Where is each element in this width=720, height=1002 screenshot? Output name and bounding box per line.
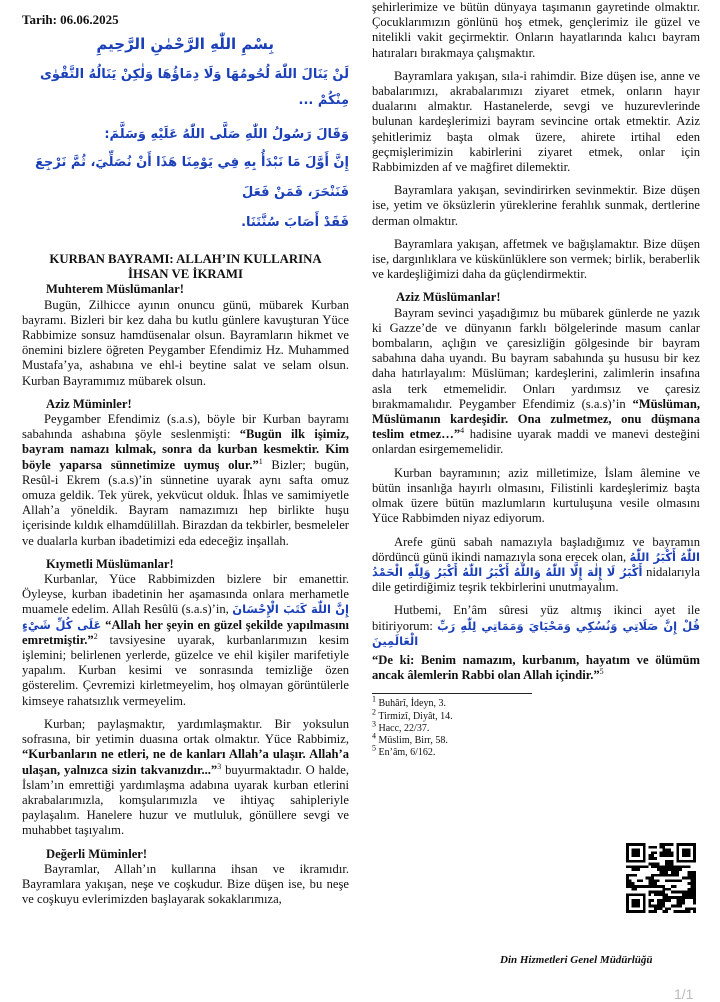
qr-code-icon [626,843,696,913]
right-column [372,0,700,759]
footnote-1 [372,695,700,710]
paragraph-8: Bayramlara yakışan, sevindirirken sevinmektir. Bize düşen ise, yetim ve öksüzlerin yüreklerine ferahlık sunmak, dertlerine derman olmaktır. [372,183,700,228]
footnote-num-5: 5 [372,743,376,753]
heading-kiymetli: Kıymetli Müslümanlar! [46,556,174,571]
paragraph-2 [22,412,349,549]
title-line-2: İHSAN VE İKRAMI [128,267,243,282]
footnote-ref-5: 5 [599,666,604,676]
heading-muhterem: Muhterem Müslümanlar! [46,282,184,297]
hadith-quote-1: “Bugün ilk işimiz, bayram namazı kılmak, sonra da kurban kesmektir. Kim böyle yaparsa sünnetimize uymuş olur.” [22,427,349,472]
inline-arabic-verse: قُلْ إِنَّ صَلَاتِي وَنُسُكِي وَمَحْيَايَ وَمَمَاتِي لِلّٰهِ رَبِّ الْعَالَمِينَ [372,618,700,648]
paragraph-9: Bayramlara yakışan, affetmek ve bağışlamaktır. Bize düşen ise, dargınlıklara ve küskünlüklere son vermek; birlik, beraberlik ve kardeşliğimizi daha da güçlendirmektir. [372,236,700,282]
paragraph-3-text-c: tavsiyesine uyarak, kurbanlarımızın kesim işlemini; belirlenen yerlerde, güzelce ve ehil kişiler marifetiyle yapalım. Kurban kesimi ve sonrasında temizliğe özen gösterelim. Çevremizi kirletmeyelim, hoş olmayan görüntülerle kimseye rahatsızlık vermeyelim. [22,632,349,708]
heading-degerli: Değerli Müminler! [46,846,148,861]
paragraph-10-text-c: hadisine uyarak maddi ve manevi desteğini onlardan esirgememelidir. [372,427,700,457]
quran-verse: لَنْ يَنَالَ اللّٰهَ لُحُومُهَا وَلَا دِمَاؤُهَا وَلٰكِنْ يَنَالُهُ التَّقْوٰى مِنْكُمْ ... [39,67,349,109]
inline-arabic-hadith: إِنَّ اللّٰهَ كَتَبَ الْإِحْسَانَ عَلَى كُلِّ شَيْءٍ [22,602,349,632]
sermon-title [22,252,349,282]
paragraph-10-text-a: Bayram sevinci yaşadığımız bu mübarek günlerde ne yazık ki Gazze’de ve dünyanın farklı bölgelerinde masum canlar bombaların, açlığın ve çaresizliğin gölgesinde bir bayram sabahına daha uyandı. Bu bayram sabahında şu hususu bir kez daha hatırlayalım: Müslüman; kardeşlerini, zalimlerin insafına asla terk etmemelidir. Onları yardımsız ve çaresiz bırakmamalıdır. Peygamber Efendimiz (s.a.s)’in [372,305,700,411]
footnote-text-1: Buhârî, İdeyn, 3. [376,698,446,710]
footnote-divider [372,693,532,694]
paragraph-3 [22,572,349,709]
footnotes [372,695,700,759]
footnote-ref-2: 2 [93,631,98,641]
paragraph-4-text-c: buyurmaktadır. O halde, İslam’ın emrettiği yardımlaşma adabına uyarak kurban etlerini akrabalarımızla, komşularımızla ve ihtiyaç sahipleriyle paylaşalım. Hanelere huzur ve mutluluk, gönüllere sevgi ve muhabbet taşıyalım. [22,762,349,838]
footnote-ref-1: 1 [258,456,263,466]
paragraph-2-text-a: Peygamber Efendimiz (s.a.s), böyle bir Kurban bayramı sabahında ashabına şöyle seslenmişti: [22,412,349,442]
paragraph-13 [372,603,700,649]
hadith-text-1: إِنَّ أَوَّلَ مَا نَبْدَأُ بِهِ فِي يَوْمِنَا هَذَا أَنْ نُصَلِّيَ، ثُمَّ نَرْجِعَ فَنَنْحَرَ، فَمَنْ فَعَلَ [35,155,349,201]
footnote-2 [372,707,700,723]
footnote-num-3: 3 [372,719,376,729]
heading-aziz-muslumanlar: Aziz Müslümanlar! [396,290,501,305]
footnote-ref-4: 4 [460,426,465,436]
paragraph-1: Bugün, Zilhicce ayının onuncu günü, mübarek Kurban bayramı. Bizleri bir kez daha bu kutlu günlere kavuşturan Yüce Rabbimize sonsuz hamdüsenalar olsun. Bayramların hikmet ve önemini bizlere öğreten Peygamber Efendimiz Hz. Muhammed Mustafa’ya, ashabına ve ehl-i beytine salat ve selam olsun. Kurban Bayramımız mübarek olsun. [22,297,349,388]
footnote-num-2: 2 [372,707,376,717]
paragraph-3-text-a: Kurbanlar, Yüce Rabbimizden bizlere bir emanettir. Öyleyse, kurban ibadetinin her aşamasında onlara merhametle muamele edelim. Allah Resûlü (s.a.s)’in, [22,572,349,617]
footnote-text-5: En’âm, 6/162. [376,747,436,759]
footnote-num-1: 1 [372,695,376,704]
verse-quote: “Kurbanların ne etleri, ne de kanları Allah’a ulaşır. Allah’a ulaşan, yalnızca sizin takvanızdır...” [22,747,349,777]
sermon-date: Tarih: 06.06.2025 [22,12,119,27]
paragraph-13-text-a: Hutbemi, En’âm sûresi yüz altmış ikinci ayet ile bitiriyorum: [372,603,700,633]
paragraph-12 [372,535,700,596]
paragraph-2-text-c: Bizler; bugün, Resûl-i Ekrem (s.a.s)’in sünnetine uyarak aynı safta omuz omuza geldik. Tek yürek, yekvücut olduk. İhlas ve samimiyetle Allah’a yöneldik. Bayram namazımızı hep birlikte huşu içerisinde kıldık elhamdülillah. Birazdan da tekbirler, besmeleler ve dualarla kurban ibadetimizi eda edeceğiz inşallah. [22,457,349,548]
paragraph-7: Bayramlara yakışan, sıla-i rahimdir. Bize düşen ise, anne ve babalarımızı, akrabalarımızı ziyaret etmek, onların hayır dualarını almaktır. Hastanelerde, sevgi ve huzurevlerinde bulunan kardeşlerimizi bayram sevincine ortak etmektir. Aziz şehitlerimiz başta olmak üzere, ahirete irtihal eden geçmişlerimizin kabirlerini ziyaret etmek, onlar için Rabbimizden af ve mağfiret dilemektir. [372,68,700,175]
inline-arabic-tekbir: اللّٰهُ أَكْبَرُ اللّٰهُ أَكْبَرُ لَا إِلٰهَ إِلَّا اللّٰهُ وَاللّٰهُ أَكْبَرُ اللّٰهُ أَكْبَرُ وَلِلّٰهِ الْحَمْدُ [372,549,700,579]
paragraph-5: Bayramlar, Allah’ın kullarına ihsan ve ikramıdır. Bayramlara yakışan, neşe ve coşkudur. Bize düşen ise, bu neşe ve coşkuyu evlerimizden başlayarak sokaklarımıza, [22,861,349,907]
paragraph-10 [372,306,700,458]
paragraph-4-text-a: Kurban; paylaşmaktır, yardımlaşmaktır. Bir yoksulun sofrasına, bir yetimin duasına ortak olmaktır. Yüce Rabbimiz, [22,716,349,747]
footnote-num-4: 4 [372,731,376,741]
heading-aziz-muminler: Aziz Müminler! [46,396,132,411]
closing-verse-translation [372,653,700,683]
title-line-1: KURBAN BAYRAMI: ALLAH’IN KULLARINA [49,252,322,267]
footnote-text-4: Müslim, Birr, 58. [376,734,448,746]
hadith-quote-2: “Allah her şeyin en güzel şekilde yapılmasını emretmiştir.” [22,617,350,647]
paragraph-12-text-a: Arefe günü sabah namazıyla başladığımız ve bayramın dördüncü günü ikindi namazıyla sona erecek olan, [372,534,700,564]
hadith-text-2: فَقَدْ أَصَابَ سُنَّتَنَا. [241,215,349,231]
signature: Din Hizmetleri Genel Müdürlüğü [500,954,653,966]
footnote-text-3: Hacc, 22/37. [376,722,430,734]
paragraph-12-text-b: nidalarıyla dile getirdiğimiz teşrik tekbirlerini unutmayalım. [372,564,701,595]
hadith-intro: وَقَالَ رَسُولُ اللّٰهِ صَلَّى اللّٰهُ عَلَيْهِ وَسَلَّمَ: [104,127,349,143]
footnote-4 [372,731,700,747]
closing-verse-text: “De ki: Benim namazım, kurbanım, hayatım ve ölümüm ancak âlemlerin Rabbi olan Allah içindir.” [372,652,700,683]
footnote-ref-3: 3 [217,761,222,771]
hadith-quote-3: “Müslüman, Müslümanın kardeşidir. Ona zulmetmez, onu düşmana teslim etmez…” [372,396,700,442]
footnote-5 [372,743,700,759]
paragraph-11: Kurban bayramının; aziz milletimize, İslam âlemine ve bütün insanlığa hayırlı olmasını, Filistinli kardeşlerimiz başta olmak üzere bütün mazlumların kurtuluşuna vesile olmasını Yüce Rabbimden niyaz ediyorum. [372,465,700,526]
footnote-text-2: Tirmizî, Diyât, 14. [376,710,453,722]
page-indicator: 1/1 [674,986,694,1002]
paragraph-4 [22,717,349,839]
paragraph-6: şehirlerimize ve bütün dünyaya taşımanın gayretinde olmaktır. Çocuklarımızın gönlünü hoş etmek, gençlerimiz ile güzel ve nitelikli vakit geçirmektir. Onların hayatlarında kalıcı bayram hatıraları bırakmaya çalışmaktır. [372,0,700,60]
footnote-3 [372,719,700,735]
left-column [22,0,349,907]
basmala: بِسْمِ اللّٰهِ الرَّحْمٰنِ الرَّحِيمِ [96,35,274,54]
